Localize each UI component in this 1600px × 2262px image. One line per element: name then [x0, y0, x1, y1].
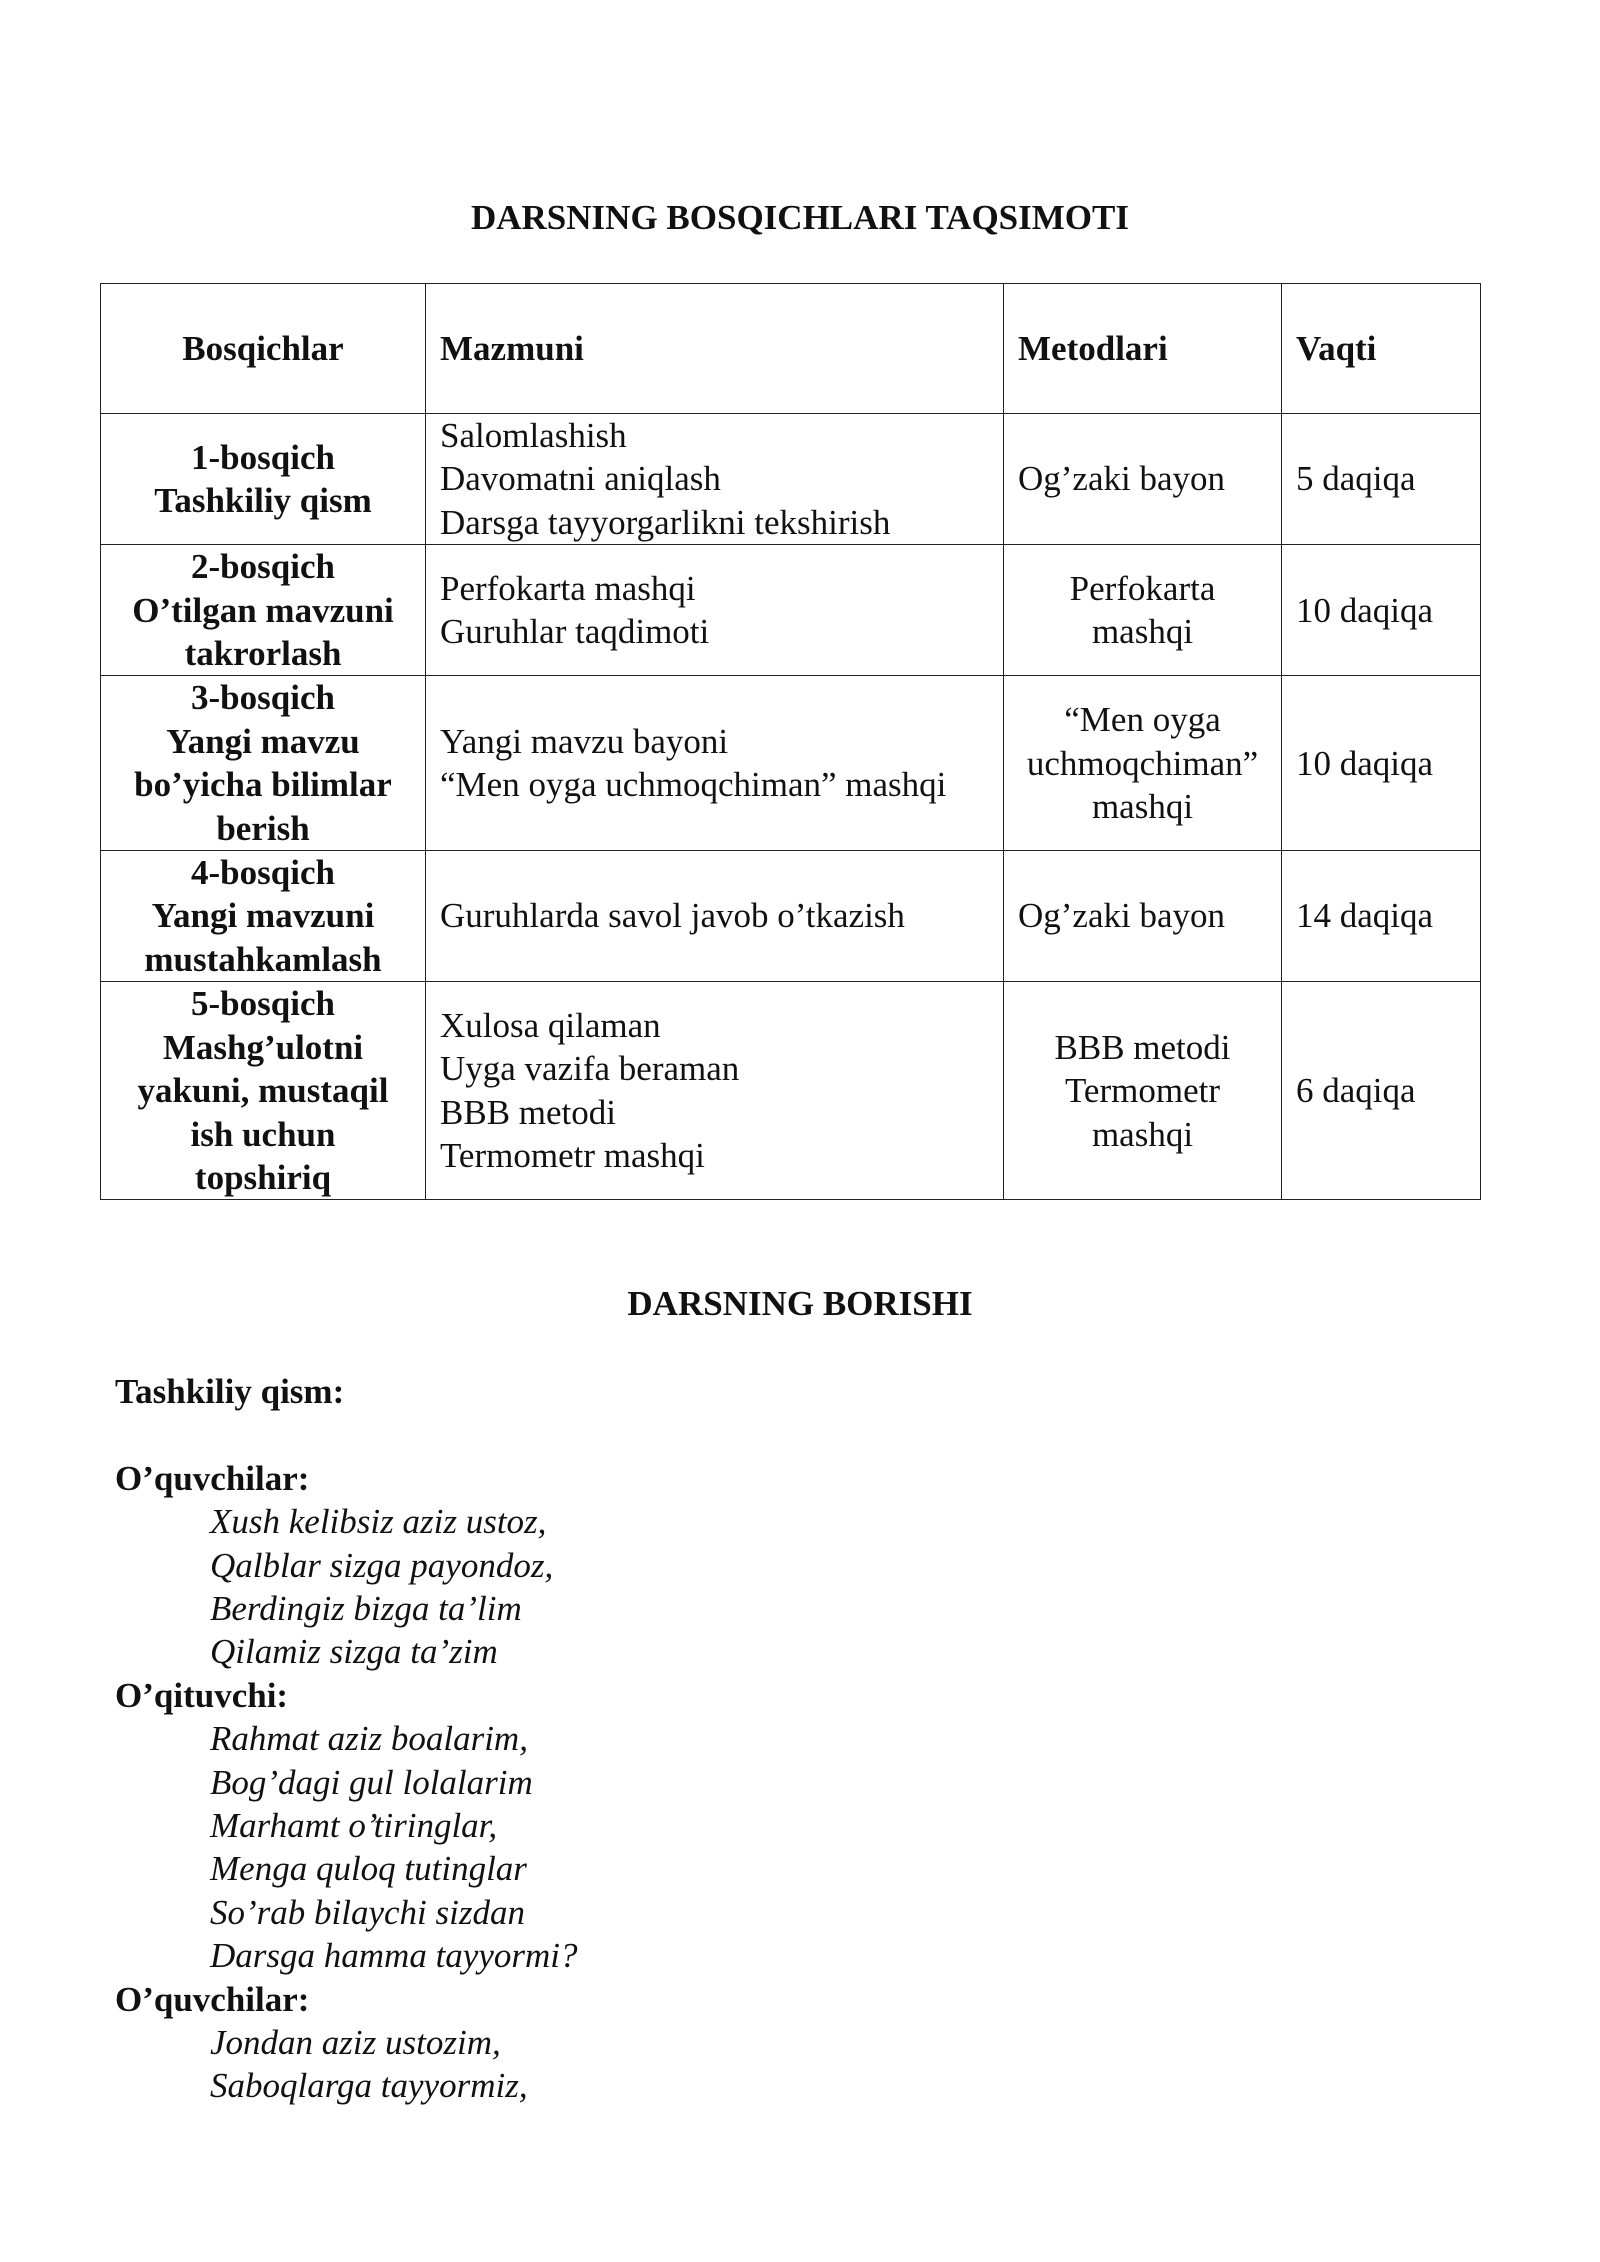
stage-text: 1-bosqich: [191, 437, 335, 477]
methods-text: Og’zaki bayon: [1018, 896, 1226, 936]
verse-line: Qalblar sizga payondoz,: [210, 1545, 554, 1585]
stage-cell: [101, 545, 426, 676]
methods-cell: [1004, 545, 1282, 676]
table-row: [101, 545, 1481, 676]
verse-line: Berdingiz bizga ta’lim: [210, 1589, 522, 1629]
lesson-stages-title: DARSNING BOSQICHLARI TAQSIMOTI: [470, 198, 1129, 237]
methods-text: “Men oyga: [1064, 700, 1221, 740]
content-text: Davomatni aniqlash: [440, 459, 721, 499]
content-text: Xulosa qilaman: [440, 1005, 661, 1045]
stage-text: bo’yicha bilimlar: [134, 765, 392, 805]
stage-text: Yangi mavzu: [166, 721, 360, 761]
stage-text: yakuni, mustaqil: [137, 1071, 389, 1111]
stage-text: 4-bosqich: [191, 853, 335, 893]
verse-line: Bog’dagi gul lolalarim: [210, 1762, 533, 1802]
lesson-progress-title: DARSNING BORISHI: [627, 1284, 973, 1323]
time-cell: 14 daqiqa: [1282, 851, 1481, 982]
stage-text: Tashkiliy qism: [154, 481, 372, 521]
content-cell: [426, 676, 1004, 851]
methods-text: mashqi: [1091, 786, 1194, 826]
time-cell: 5 daqiqa: [1282, 414, 1481, 545]
content-text: BBB metodi: [440, 1092, 616, 1132]
content-cell: [426, 414, 1004, 545]
section-heading: Tashkiliy qism:: [115, 1372, 345, 1411]
content-text: Salomlashish: [440, 416, 627, 455]
stage-text: mustahkamlash: [144, 939, 382, 979]
methods-text: BBB metodi: [1054, 1027, 1231, 1067]
methods-text: Termometr: [1065, 1071, 1220, 1111]
methods-cell: [1004, 982, 1282, 1200]
methods-cell: [1004, 676, 1282, 851]
verse-line: Qilamiz sizga ta’zim: [210, 1632, 498, 1672]
stage-text: Yangi mavzuni: [151, 896, 375, 936]
verse-line: Menga quloq tutinglar: [210, 1849, 527, 1889]
verse-line: Marhamt o’tiringlar,: [210, 1806, 498, 1846]
methods-cell: [1004, 414, 1282, 545]
stage-text: 5-bosqich: [191, 984, 335, 1024]
table-row: [101, 851, 1481, 982]
content-cell: [426, 545, 1004, 676]
stage-cell: [101, 676, 426, 851]
content-text: Perfokarta mashqi: [440, 568, 696, 608]
verse-line: Rahmat aziz boalarim,: [210, 1719, 528, 1759]
table-row: [101, 982, 1481, 1200]
lesson-stages-table: [100, 283, 1481, 1200]
content-text: Guruhlarda savol javob o’tkazish: [440, 896, 905, 936]
header-methods: Metodlari: [1004, 284, 1282, 414]
stage-text: takrorlash: [184, 634, 342, 674]
stage-text: 3-bosqich: [191, 678, 335, 718]
stage-text: berish: [216, 808, 310, 848]
verse-line: Xush kelibsiz aziz ustoz,: [210, 1502, 547, 1542]
header-stages: Bosqichlar: [101, 284, 426, 414]
verse-line: So’rab bilaychi sizdan: [210, 1892, 525, 1932]
table-row: [101, 676, 1481, 851]
table-header-row: [101, 284, 1481, 414]
stage-text: topshiriq: [194, 1157, 332, 1197]
header-content: Mazmuni: [426, 284, 1004, 414]
content-text: Termometr mashqi: [440, 1136, 705, 1176]
time-cell: 6 daqiqa: [1282, 982, 1481, 1200]
methods-text: mashqi: [1091, 612, 1194, 652]
stage-text: ish uchun: [190, 1114, 336, 1154]
content-text: Yangi mavzu bayoni: [440, 721, 729, 761]
methods-text: Perfokarta: [1069, 568, 1216, 608]
content-cell: [426, 851, 1004, 982]
stage-text: O’tilgan mavzuni: [132, 590, 394, 630]
methods-cell: [1004, 851, 1282, 982]
stage-cell: [101, 851, 426, 982]
speaker-label: O’qituvchi:: [115, 1675, 289, 1715]
time-cell: 10 daqiqa: [1282, 545, 1481, 676]
methods-text: uchmoqchiman”: [1026, 743, 1259, 783]
methods-text: Og’zaki bayon: [1018, 459, 1226, 499]
methods-text: mashqi: [1091, 1114, 1194, 1154]
stage-text: 2-bosqich: [191, 547, 335, 587]
lesson-dialog: [115, 1370, 577, 2108]
content-cell: [426, 982, 1004, 1200]
time-cell: 10 daqiqa: [1282, 676, 1481, 851]
table-row: [101, 414, 1481, 545]
speaker-label: O’quvchilar:: [115, 1458, 310, 1498]
stage-text: Mashg’ulotni: [162, 1027, 364, 1067]
stage-cell: [101, 982, 426, 1200]
verse-line: Jondan aziz ustozim,: [210, 2023, 501, 2063]
verse-line: Saboqlarga tayyormiz,: [210, 2066, 528, 2106]
speaker-label: O’quvchilar:: [115, 1979, 310, 2019]
verse-line: Darsga hamma tayyormi?: [210, 1936, 578, 1976]
spacer: [115, 1413, 577, 1456]
content-text: “Men oyga uchmoqchiman” mashqi: [440, 765, 947, 805]
stage-cell: [101, 414, 426, 545]
header-time: Vaqti: [1282, 284, 1481, 414]
content-text: Uyga vazifa beraman: [440, 1049, 740, 1089]
content-text: Guruhlar taqdimoti: [440, 612, 710, 652]
content-text: Darsga tayyorgarlikni tekshirish: [440, 502, 891, 542]
